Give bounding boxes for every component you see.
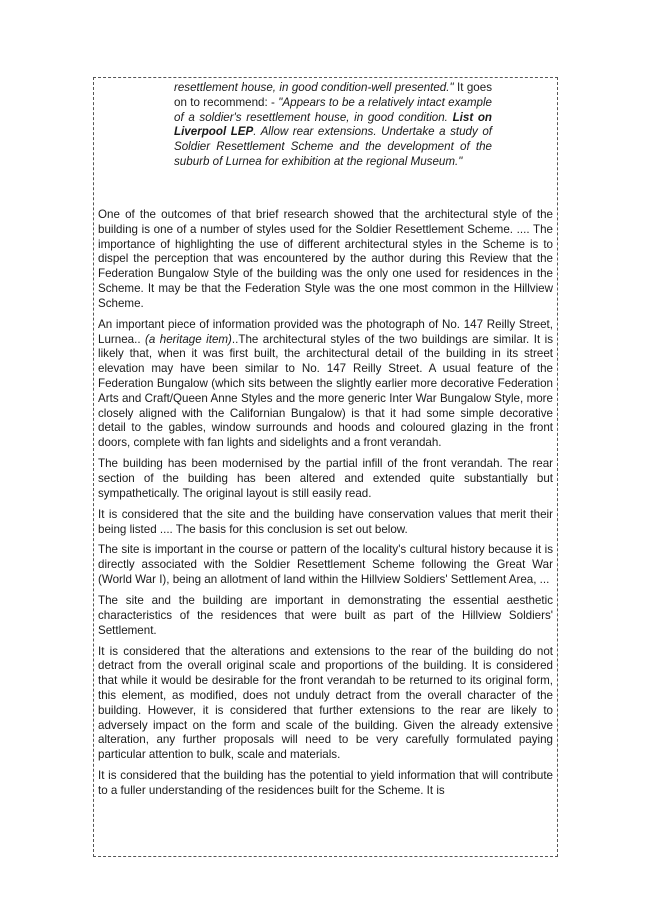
body-text — [98, 208, 553, 799]
paragraph-aesthetic: The site and the building are important in demonstrating the essential aesthetic characteristics of the residences that were built as part of the Hillview Soldiers' Settlement. — [98, 594, 553, 637]
quoted-recommendation — [174, 81, 492, 170]
paragraph-cultural-history: The site is important in the course or pattern of the locality's cultural history because it is directly associated with the Soldier Resettlement Scheme following the Great War (World War I), being an allotment of land within the Hillview Soldiers' Settlement Area, ... — [98, 543, 553, 587]
paragraph-reilly-street — [98, 318, 553, 451]
paragraph-2-part-c: ..The architectural styles of the two buildings are similar. It is likely that, when it was first built, the architectural detail of the building in its street elevation may have been similar to No. 147 Reilly Street. A usual feature of the Federation Bungalow (which sits between the slightly earlier more decorative Federation Arts and Craft/Queen Anne Styles and the more generic Inter War Bungalow Style, more closely aligned with the Californian Bungalow) is that it had some simple decorative detail to the gables, window surrounds and hoods and coloured glazing in the front doors, complete with fan lights and sidelights and a front verandah. — [98, 332, 553, 450]
quote-text-5: . Allow rear extensions. Undertake a study of Soldier Resettlement Scheme and the development of the suburb of Lurnea for exhibition at the regional Museum." — [174, 125, 492, 168]
paragraph-2-part-a: An important piece of information provided was the photograph of No. 147 Reilly Street, Lurnea.. — [98, 317, 553, 346]
paragraph-potential-information: It is considered that the building has the potential to yield information that will contribute to a fuller understanding of the residences built for the Scheme. It is — [98, 769, 553, 797]
quote-text-bold: List on Liverpool LEP — [174, 110, 492, 139]
quote-text-1: resettlement house, in good condition-well presented." — [174, 81, 454, 94]
quote-text-3: "Appears to be a relatively intact example of a soldier's resettlement house, in good condition. — [174, 95, 492, 124]
paragraph-alterations: It is considered that the alterations and extensions to the rear of the building do not detract from the overall original scale and proportions of the building. It is considered that while it would be desirable for the front verandah to be returned to its original form, this element, as modified, does not unduly detract from the overall character of the building. However, it is considered that further extensions to the rear are likely to adversely impact on the form and scale of the building. Given the already extensive alteration, any further proposals will need to be very carefully formulated paying particular attention to bulk, scale and materials. — [98, 644, 553, 762]
paragraph-2-heritage-note: (a heritage item) — [145, 332, 232, 346]
quote-text-2: It goes on to recommend: - — [174, 81, 493, 109]
paragraph-modernised: The building has been modernised by the partial infill of the front verandah. The rear section of the building has been altered and extended quite substantially but sympathetically. The original layout is still easily read. — [98, 457, 553, 500]
paragraph-conservation-values: It is considered that the site and the building have conservation values that merit their being listed .... The basis for this conclusion is set out below. — [98, 507, 553, 536]
paragraph-architectural-style: One of the outcomes of that brief research showed that the architectural style of the building is one of a number of styles used for the Soldier Resettlement Scheme. .... The importance of highlighting the use of different architectural styles in the Scheme is to dispel the perception that was encountered by the author during this Review that the Federation Bungalow Style of the building was the only one used for residences in the Scheme. It may be that the Federation Style was the one most common in the Hillview Scheme. — [98, 208, 553, 310]
